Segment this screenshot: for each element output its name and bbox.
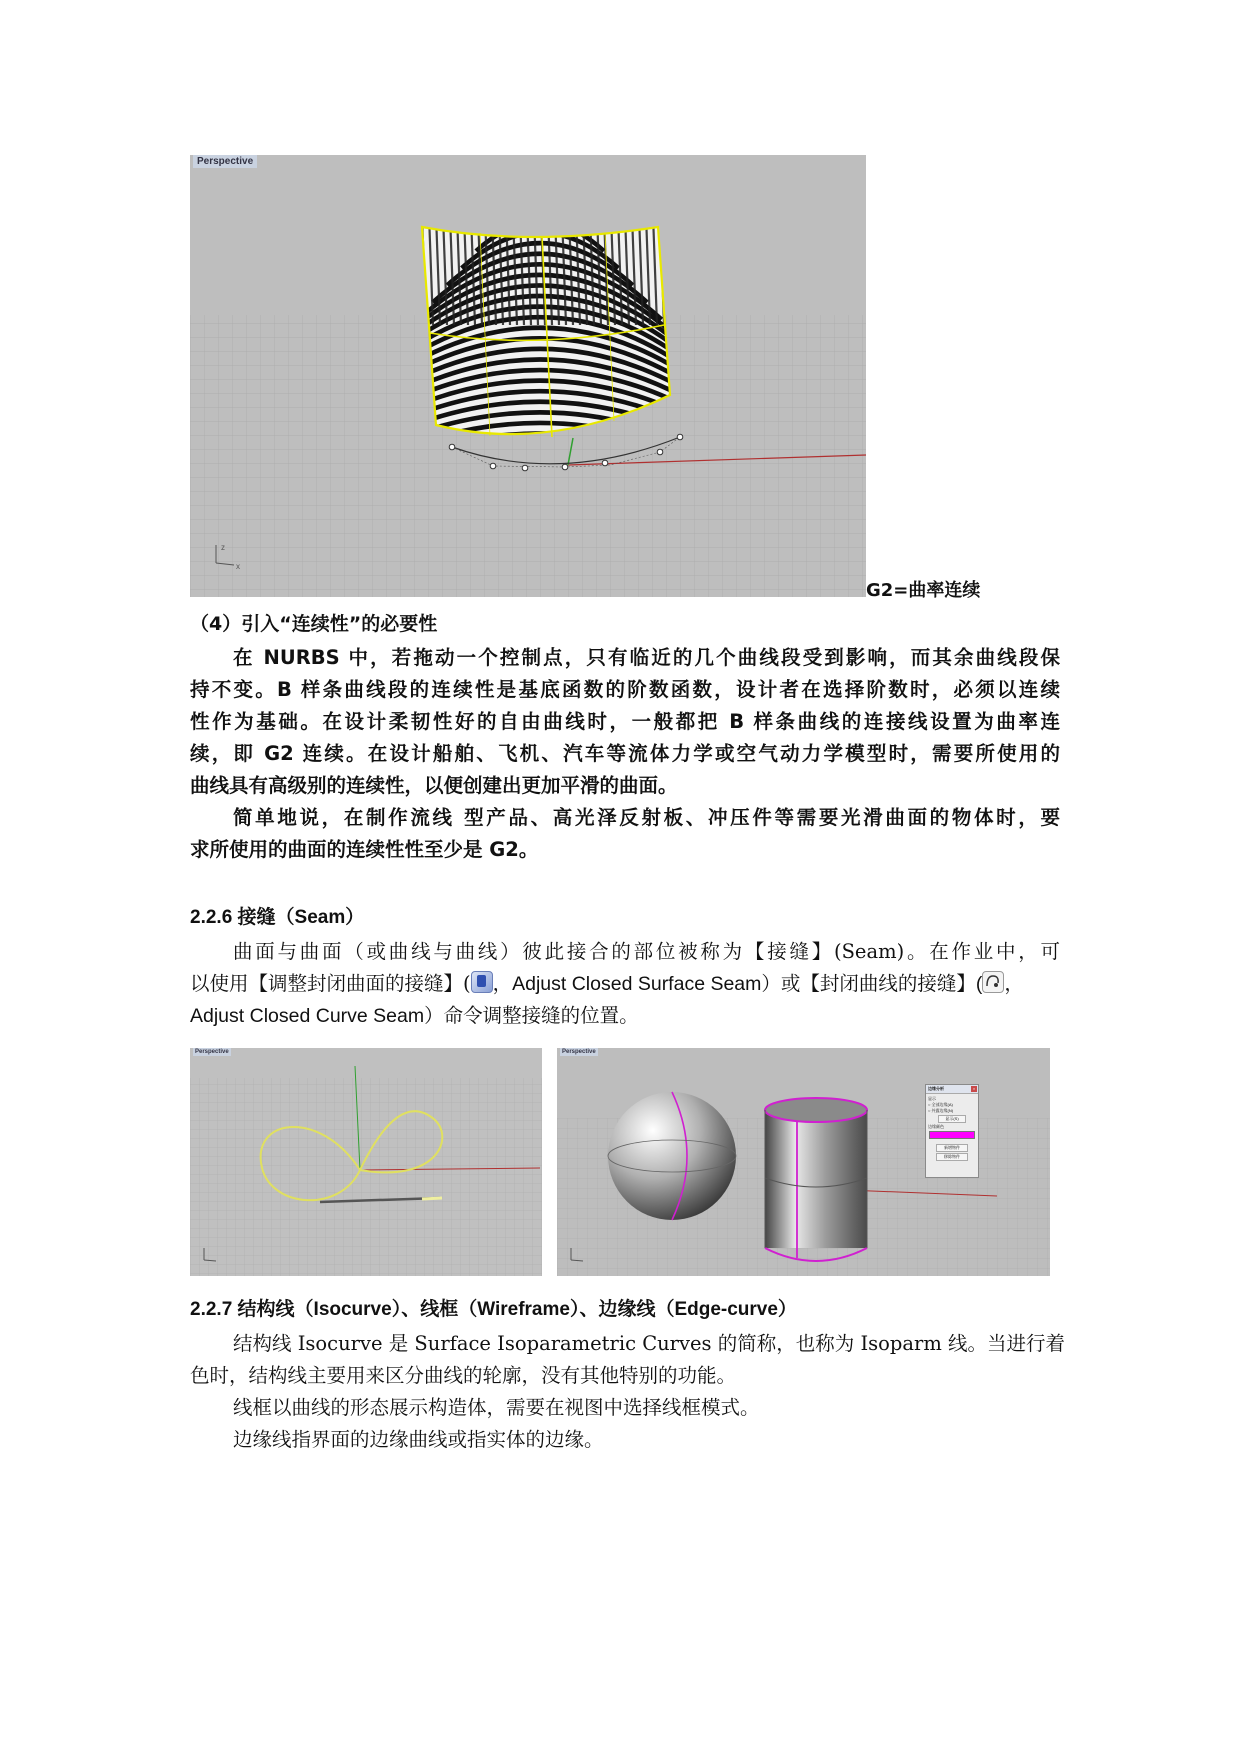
section-4-para1-line: 性作为基础。在设计柔韧性好的自由曲线时，一般都把 B 样条曲线的连接线设置为曲率连	[190, 710, 1060, 733]
dialog-color-swatch[interactable]	[929, 1131, 975, 1139]
dialog-color-label: 边缘颜色	[928, 1124, 944, 1129]
dialog-option-all-edges-label: 全部边缘(A)	[931, 1102, 953, 1107]
figure-1-viewport	[190, 155, 866, 597]
section-4-para2-line: 求所使用的曲面的连续性性至少是 G2。	[190, 838, 539, 861]
edge-analysis-dialog	[925, 1084, 979, 1178]
dialog-close-button[interactable]: ×	[972, 1086, 976, 1091]
section-226-line2-a: 以使用【调整封闭曲面的接缝】(	[190, 972, 471, 995]
dialog-option-naked-edges-label: 外露边缘(N)	[931, 1108, 954, 1113]
dialog-remove-object-button[interactable]: 移除物件	[936, 1153, 968, 1161]
axis-z-label: z	[221, 543, 225, 552]
cylinder-body	[765, 1110, 867, 1248]
section-227-line3: 线框以曲线的形态展示构造体，需要在视图中选择线框模式。	[233, 1396, 760, 1419]
figure-2-left-viewport	[190, 1048, 542, 1276]
sphere	[608, 1092, 736, 1220]
surface-seam-icon	[471, 971, 493, 993]
section-226-line3: Adjust Closed Curve Seam）命令调整接缝的位置。	[190, 1005, 639, 1027]
section-4-title: （4）引入“连续性”的必要性	[190, 613, 438, 635]
section-226-line2-c: ，	[1004, 972, 1024, 995]
section-4-para1-line: 续，即 G2 连续。在设计船舶、飞机、汽车等流体力学或空气动力学模型时，需要所使用的	[190, 742, 1060, 765]
dialog-titlebar	[926, 1085, 978, 1094]
viewport-label[interactable]: Perspective	[193, 155, 257, 168]
section-226-line2	[190, 968, 1060, 1000]
dialog-add-object-button[interactable]: 新增物件	[936, 1144, 968, 1152]
section-227-line4: 边缘线指界面的边缘曲线或指实体的边缘。	[233, 1428, 604, 1451]
floor-grid	[190, 1078, 542, 1276]
section-227-line2: 色时，结构线主要用来区分曲线的轮廓，没有其他特别的功能。	[190, 1364, 737, 1387]
section-226-line2-b: ，Adjust Closed Surface Seam）或【封闭曲线的接缝】(	[492, 973, 983, 995]
section-4-para1-line: 曲线具有高级别的连续性，以便创建出更加平滑的曲面。	[190, 774, 678, 797]
figure-1-scene	[190, 155, 866, 597]
section-226-title: 2.2.6 接缝（Seam）	[190, 907, 365, 928]
cylinder-top-edge	[765, 1098, 867, 1122]
figure-2-left-scene	[190, 1048, 542, 1276]
section-4-para1-line: 在 NURBS 中，若拖动一个控制点，只有临近的几个曲线段受到影响，而其余曲线段保	[233, 646, 1060, 669]
dialog-title: 边缘分析	[928, 1086, 944, 1091]
dialog-option-naked-edges[interactable]: ○ 外露边缘(N)	[928, 1108, 954, 1113]
section-227-line1	[233, 1328, 1066, 1360]
section-4-para1-line: 持不变。B 样条曲线段的连续性是基底函数的阶数函数，设计者在选择阶数时，必须以连续	[190, 678, 1060, 701]
section-226-line1: 曲面与曲面（或曲线与曲线）彼此接合的部位被称为【接缝】(Seam)。在作业中，可	[233, 940, 1060, 963]
curve-seam-icon	[982, 971, 1004, 993]
dialog-option-all-edges[interactable]: ○ 全部边缘(A)	[928, 1102, 953, 1107]
section-227-title: 2.2.7 结构线（Isocurve）、线框（Wireframe）、边缘线（Edge-curve）	[190, 1299, 797, 1320]
figure-1-caption: G2=曲率连续	[866, 580, 981, 601]
dialog-show-button[interactable]: 显示(S)	[938, 1115, 966, 1123]
dialog-group-label: 显示	[928, 1096, 936, 1101]
axis-x-label: x	[236, 562, 240, 571]
section-4-para2-line: 简单地说，在制作流线 型产品、高光泽反射板、冲压件等需要光滑曲面的物体时，要	[233, 806, 1060, 829]
seam-highlight	[422, 1198, 442, 1199]
figure-2-right-viewport	[557, 1048, 1050, 1276]
viewport-label[interactable]: Perspective	[562, 1049, 596, 1055]
section-227-line1-text: 结构线 Isocurve 是 Surface Isoparametric Curves 的简称，也称为 Isoparm 线。当进行着	[233, 1332, 1066, 1355]
viewport-label[interactable]: Perspective	[195, 1049, 229, 1055]
